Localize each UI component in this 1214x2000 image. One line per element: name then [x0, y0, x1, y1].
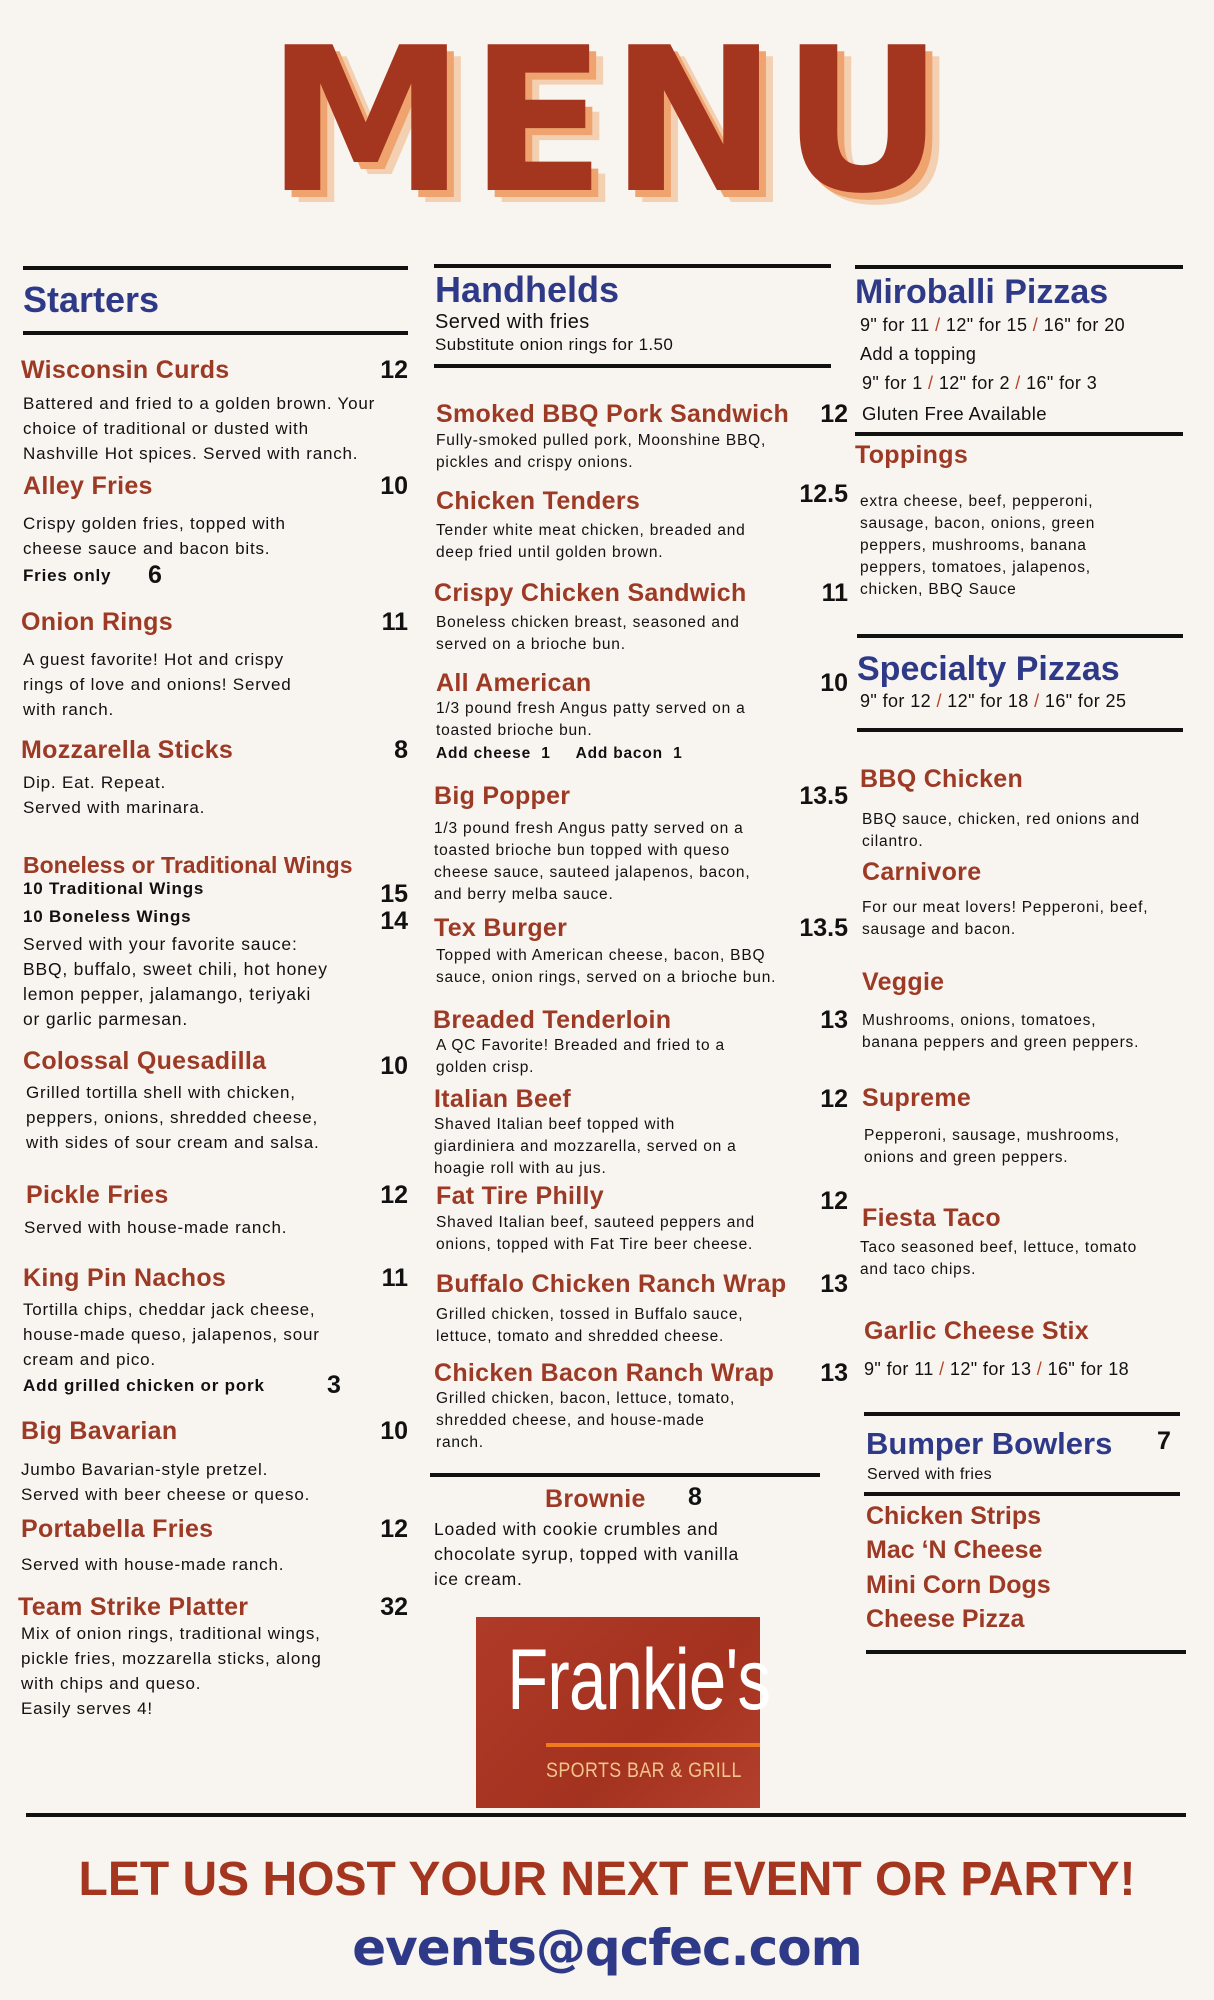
- dessert-price: 8: [688, 1483, 702, 1511]
- dessert-description: Loaded with cookie crumbles and chocolate syrup, topped with vanilla ice cream.: [434, 1519, 740, 1589]
- item-price: 12: [820, 1085, 848, 1113]
- item-option-label: 10 Traditional Wings: [23, 879, 205, 898]
- item-name: Portabella Fries: [21, 1515, 214, 1543]
- bumper-price: 7: [1157, 1427, 1171, 1455]
- item-price: 13: [820, 1270, 848, 1298]
- size-price: 12" for 2: [938, 373, 1010, 393]
- item-name: Boneless or Traditional Wings: [23, 852, 353, 878]
- size-price: 16" for 3: [1026, 373, 1098, 393]
- item-name: Breaded Tenderloin: [433, 1006, 672, 1034]
- item-name: Garlic Cheese Stix: [864, 1317, 1089, 1345]
- section-note: Served with fries: [435, 311, 590, 333]
- divider: [855, 432, 1183, 436]
- item-price: 13: [820, 1359, 848, 1387]
- item-name: Big Popper: [434, 782, 571, 810]
- item-option-price: 3: [327, 1371, 341, 1399]
- separator: /: [935, 315, 941, 335]
- section-note: Substitute onion rings for 1.50: [435, 335, 674, 354]
- item-description: Taco seasoned beef, lettuce, tomato and taco chips.: [860, 1239, 1138, 1278]
- topping-label: Add a topping: [860, 344, 977, 364]
- item-description: Grilled tortilla shell with chicken, peppers, onions, shredded cheese, with sides of sour cream and salsa.: [26, 1083, 320, 1152]
- item-price: 11: [821, 579, 848, 607]
- size-price: 9" for 11: [864, 1359, 934, 1379]
- item-name: Onion Rings: [21, 608, 173, 636]
- pizza-sizes: [860, 312, 1125, 338]
- item-price: 10: [820, 669, 848, 697]
- separator: /: [1034, 691, 1040, 711]
- item-name: Chicken Tenders: [436, 487, 641, 515]
- item-name: Supreme: [862, 1084, 972, 1112]
- item-price: 12: [820, 400, 848, 428]
- item-name: Carnivore: [862, 858, 982, 886]
- divider: [26, 1813, 1186, 1817]
- dessert-name: Brownie: [545, 1485, 646, 1513]
- separator: /: [936, 691, 942, 711]
- item-price: 32: [380, 1593, 408, 1621]
- item-price: 12: [380, 1515, 408, 1543]
- section-heading-handhelds: Handhelds: [435, 269, 620, 310]
- item-option-label: 10 Boneless Wings: [23, 907, 192, 926]
- logo-stripe: [546, 1743, 760, 1747]
- separator: /: [1032, 315, 1039, 335]
- item-description: Served with house-made ranch.: [21, 1555, 285, 1574]
- item-name: Fat Tire Philly: [436, 1182, 604, 1210]
- kids-item: Chicken Strips: [866, 1502, 1042, 1530]
- size-price: 12" for 15: [945, 315, 1028, 335]
- item-description: Grilled chicken, bacon, lettuce, tomato, shredded cheese, and house-made ranch.: [436, 1390, 736, 1451]
- divider: [23, 331, 408, 335]
- logo-wordmark: Frankie's: [507, 1632, 771, 1728]
- size-price: 16" for 18: [1047, 1359, 1130, 1379]
- item-name: Veggie: [862, 968, 945, 996]
- item-description: Tortilla chips, cheddar jack cheese, house-made queso, jalapenos, sour cream and pico.: [23, 1300, 320, 1369]
- item-price: 12.5: [799, 480, 848, 508]
- bumper-note: Served with fries: [867, 1466, 993, 1483]
- item-price: 11: [381, 608, 408, 636]
- item-description: Boneless chicken breast, seasoned and served on a brioche bun.: [436, 614, 740, 653]
- item-description: Served with your favorite sauce: BBQ, buffalo, sweet chili, hot honey lemon pepper, jalamango, teriyaki or garlic parmesan.: [23, 934, 328, 1029]
- separator: /: [928, 373, 934, 393]
- logo-tagline: SPORTS BAR & GRILL: [546, 1759, 742, 1782]
- divider: [434, 264, 831, 268]
- item-description: BBQ sauce, chicken, red onions and cilantro.: [862, 811, 1140, 850]
- kids-item: Mac ‘N Cheese: [866, 1536, 1043, 1564]
- divider: [434, 364, 831, 368]
- divider: [864, 1412, 1180, 1416]
- item-price: 12: [380, 356, 408, 384]
- item-name: Italian Beef: [434, 1085, 571, 1113]
- item-price: 12: [380, 1181, 408, 1209]
- item-price: 8: [394, 736, 408, 764]
- toppings-list: extra cheese, beef, pepperoni, sausage, bacon, onions, green peppers, mushrooms, banana peppers, tomatoes, jalapenos, chicken, BBQ Sauce: [860, 493, 1096, 598]
- event-cta: LET US HOST YOUR NEXT EVENT OR PARTY!: [78, 1853, 1136, 1906]
- item-name: Chicken Bacon Ranch Wrap: [434, 1359, 775, 1387]
- item-description: A QC Favorite! Breaded and fried to a golden crisp.: [436, 1037, 725, 1076]
- item-price: 10: [380, 1417, 408, 1445]
- size-price: 9" for 12: [860, 691, 932, 711]
- item-option-price: 6: [148, 561, 162, 589]
- item-description: Shaved Italian beef, sauteed peppers and onions, topped with Fat Tire beer cheese.: [436, 1214, 755, 1253]
- size-price: 16" for 25: [1044, 691, 1127, 711]
- size-price: 12" for 13: [949, 1359, 1032, 1379]
- item-description: 1/3 pound fresh Angus patty served on a toasted brioche bun.: [436, 700, 746, 739]
- item-description: Served with house-made ranch.: [24, 1218, 288, 1237]
- item-description: For our meat lovers! Pepperoni, beef, sausage and bacon.: [862, 899, 1149, 938]
- topping-sizes: [862, 370, 1097, 396]
- item-name: Crispy Chicken Sandwich: [434, 579, 747, 607]
- item-name: Alley Fries: [23, 472, 153, 500]
- item-addons: Add cheese 1 Add bacon 1: [436, 745, 683, 762]
- item-price: 12: [820, 1187, 848, 1215]
- item-option-price: 14: [380, 907, 408, 935]
- item-price: 11: [381, 1264, 408, 1292]
- divider: [857, 634, 1183, 638]
- divider: [23, 266, 408, 270]
- item-name: Mozzarella Sticks: [21, 736, 234, 764]
- gluten-free-note: Gluten Free Available: [862, 403, 1047, 424]
- item-description: Dip. Eat. Repeat. Served with marinara.: [23, 773, 206, 817]
- item-name: Pickle Fries: [26, 1181, 169, 1209]
- item-name: All American: [436, 669, 592, 697]
- item-name: Team Strike Platter: [18, 1593, 249, 1621]
- separator: /: [939, 1359, 945, 1379]
- divider: [866, 1650, 1186, 1654]
- separator: /: [1036, 1359, 1043, 1379]
- section-heading-bumper-bowlers: Bumper Bowlers: [866, 1426, 1113, 1461]
- item-description: Fully-smoked pulled pork, Moonshine BBQ, pickles and crispy onions.: [436, 432, 767, 471]
- section-heading-miroballi: Miroballi Pizzas: [855, 273, 1109, 311]
- item-name: BBQ Chicken: [860, 765, 1024, 793]
- specialty-sizes: [860, 688, 1126, 714]
- item-option-label: Fries only: [23, 566, 112, 585]
- item-description: Battered and fried to a golden brown. Your choice of traditional or dusted with Nashville Hot spices. Served with ranch.: [23, 394, 376, 463]
- item-name: Smoked BBQ Pork Sandwich: [436, 400, 790, 428]
- item-option-label: Add grilled chicken or pork: [23, 1376, 265, 1395]
- size-price: 9" for 11: [860, 315, 930, 335]
- item-price: 13: [820, 1006, 848, 1034]
- kids-item: Cheese Pizza: [866, 1605, 1025, 1633]
- divider: [864, 1492, 1180, 1496]
- item-description: Crispy golden fries, topped with cheese sauce and bacon bits.: [23, 514, 286, 558]
- item-name: Wisconsin Curds: [21, 356, 230, 384]
- kids-item: Mini Corn Dogs: [866, 1571, 1051, 1599]
- menu-title: MENU: [266, 5, 948, 238]
- size-price: 9" for 1: [862, 373, 923, 393]
- item-name: Fiesta Taco: [862, 1204, 1001, 1232]
- divider: [857, 728, 1183, 732]
- garlic-sizes: [864, 1356, 1129, 1382]
- item-price: 13.5: [799, 914, 848, 942]
- item-name: Big Bavarian: [21, 1417, 178, 1445]
- item-description: Mix of onion rings, traditional wings, pickle fries, mozzarella sticks, along with chips and queso. Easily serves 4!: [21, 1624, 322, 1718]
- item-description: Shaved Italian beef topped with giardiniera and mozzarella, served on a hoagie roll with au jus.: [434, 1116, 737, 1177]
- item-description: Mushrooms, onions, tomatoes, banana peppers and green peppers.: [862, 1012, 1140, 1051]
- item-price: 10: [380, 1052, 408, 1080]
- item-name: King Pin Nachos: [23, 1264, 227, 1292]
- item-description: Grilled chicken, tossed in Buffalo sauce, lettuce, tomato and shredded cheese.: [436, 1306, 744, 1345]
- item-description: Topped with American cheese, bacon, BBQ sauce, onion rings, served on a brioche bun.: [436, 947, 777, 986]
- divider: [855, 265, 1183, 269]
- frankies-logo: [476, 1617, 771, 1808]
- item-option-price: 15: [380, 880, 408, 908]
- section-heading-specialty: Specialty Pizzas: [857, 650, 1120, 688]
- item-description: 1/3 pound fresh Angus patty served on a toasted brioche bun topped with queso cheese sauce, sauteed jalapenos, bacon, and berry melba sauce.: [434, 820, 751, 903]
- toppings-heading: Toppings: [855, 441, 969, 469]
- item-description: A guest favorite! Hot and crispy rings of love and onions! Served with ranch.: [23, 650, 292, 719]
- divider: [430, 1473, 820, 1477]
- item-description: Jumbo Bavarian-style pretzel. Served with beer cheese or queso.: [21, 1460, 311, 1504]
- item-description: Tender white meat chicken, breaded and deep fried until golden brown.: [436, 522, 746, 561]
- section-heading-starters: Starters: [23, 279, 160, 320]
- separator: /: [1015, 373, 1021, 393]
- size-price: 16" for 20: [1043, 315, 1126, 335]
- size-price: 12" for 18: [947, 691, 1029, 711]
- item-name: Buffalo Chicken Ranch Wrap: [436, 1270, 787, 1298]
- item-name: Tex Burger: [434, 914, 568, 942]
- item-name: Colossal Quesadilla: [23, 1047, 267, 1075]
- item-price: 13.5: [799, 782, 848, 810]
- item-description: Pepperoni, sausage, mushrooms, onions and green peppers.: [864, 1127, 1120, 1166]
- item-price: 10: [380, 472, 408, 500]
- events-email-link[interactable]: events@qcfec.com: [352, 1919, 862, 1977]
